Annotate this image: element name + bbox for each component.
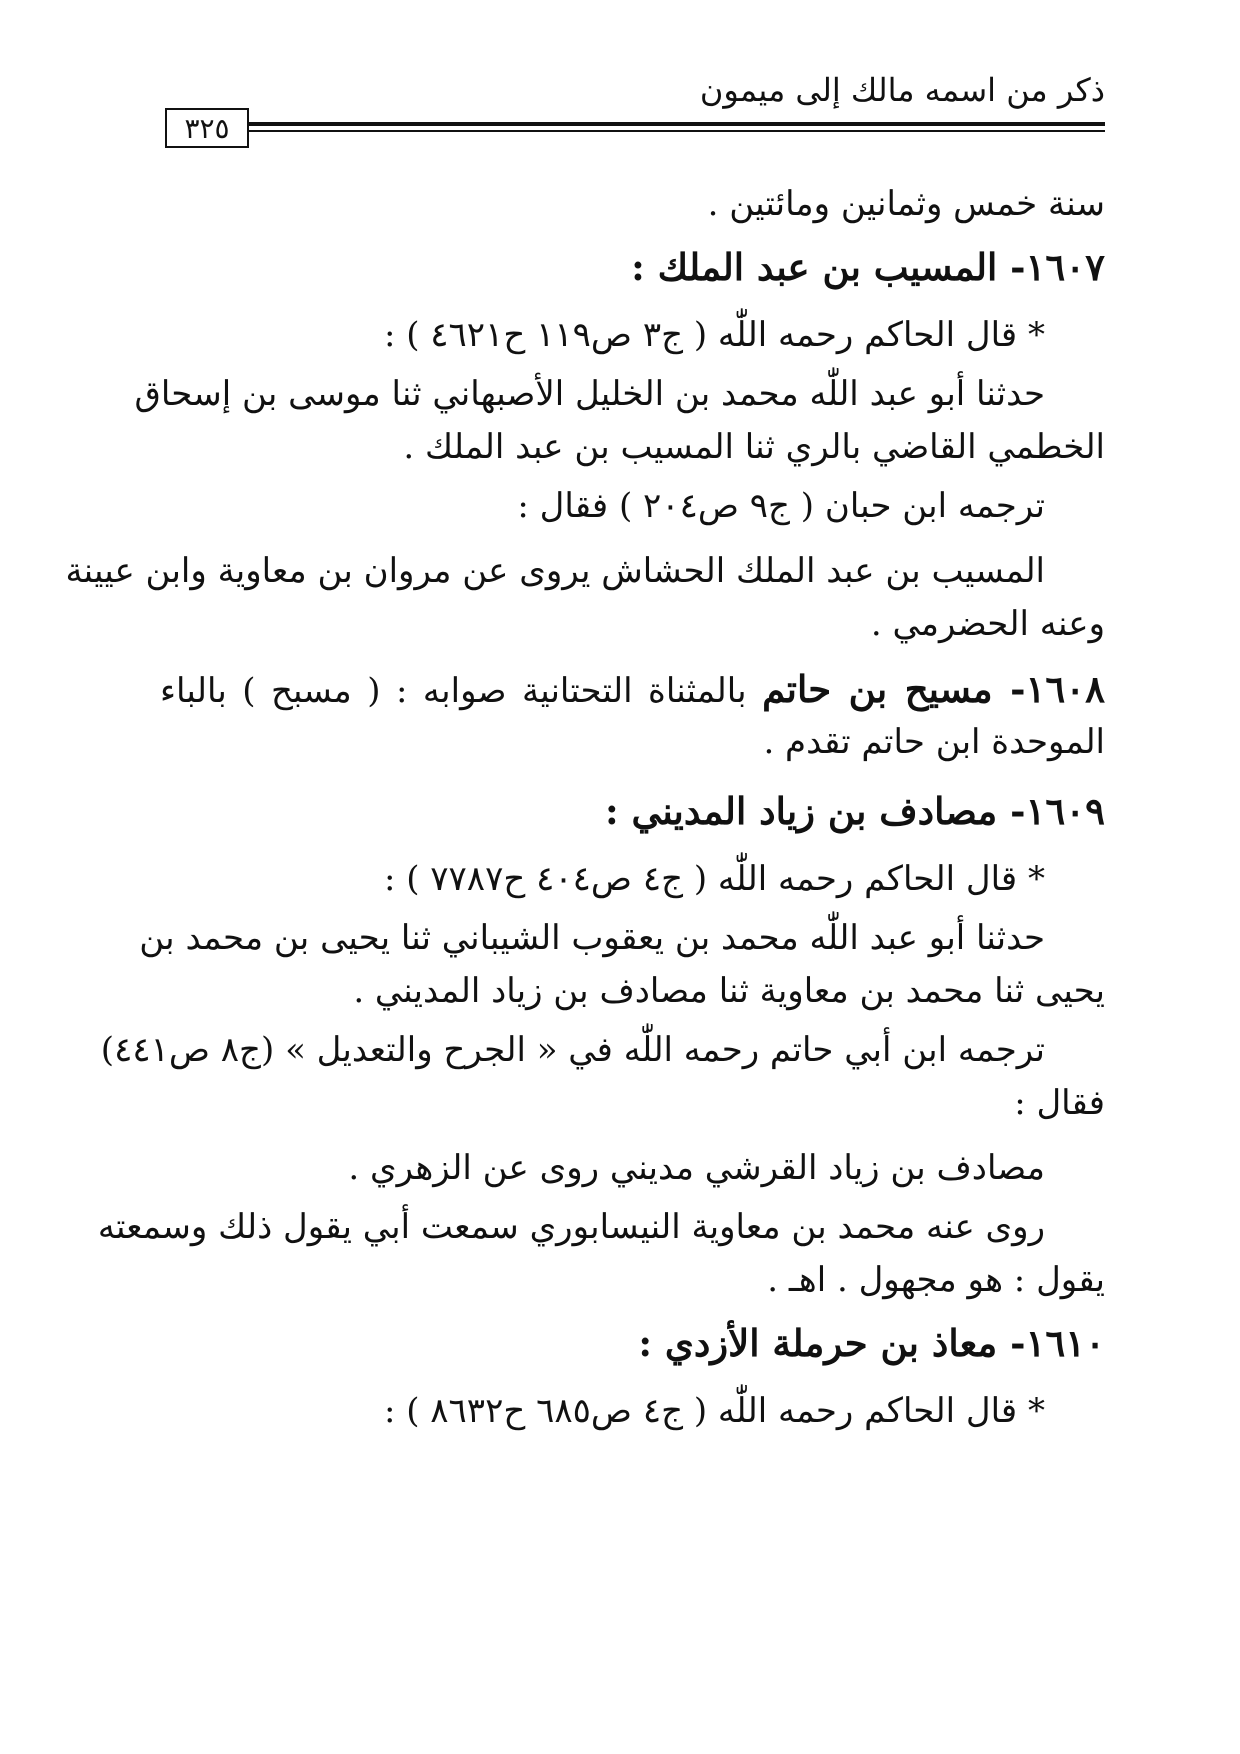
text-line: يحيى ثنا محمد بن معاوية ثنا مصادف بن زياد المديني .: [353, 971, 1105, 1011]
text-line: ترجمه ابن أبي حاتم رحمه اللّٰه في « الجرح والتعديل » (ج٨ ص٤٤١): [100, 1030, 1045, 1070]
source-citation: * قال الحاكم رحمه اللّٰه ( ج٤ ص٤٠٤ ح٧٧٨٧ ) :: [383, 859, 1045, 899]
text-line: حدثنا أبو عبد اللّٰه محمد بن يعقوب الشيباني ثنا يحيى بن محمد بن: [139, 918, 1045, 958]
entry-heading-1609: ١٦٠٩- مصادف بن زياد المديني :: [605, 789, 1105, 833]
text-line: الموحدة ابن حاتم تقدم .: [763, 722, 1105, 762]
text-line: مصادف بن زياد القرشي مديني روى عن الزهري .: [348, 1148, 1045, 1188]
running-head: ذكر من اسمه مالك إلى ميمون: [699, 71, 1105, 109]
entry-1608-rest: بالمثناة التحتانية صوابه : ( مسبح ) بالباء: [160, 671, 763, 711]
page-number: ٣٢٥: [165, 108, 249, 148]
entry-heading-1607: ١٦٠٧- المسيب بن عبد الملك :: [631, 245, 1105, 289]
source-citation: * قال الحاكم رحمه اللّٰه ( ج٤ ص٦٨٥ ح٨٦٣٢ ) :: [383, 1391, 1045, 1431]
text-line: فقال :: [1014, 1083, 1105, 1123]
text-line: الخطمي القاضي بالري ثنا المسيب بن عبد الملك .: [403, 427, 1105, 467]
text-line: يقول : هو مجهول . اهـ .: [767, 1260, 1105, 1300]
entry-1608: [160, 663, 1105, 716]
header-rule-thin: [249, 130, 1105, 132]
text-line: سنة خمس وثمانين ومائتين .: [707, 184, 1105, 224]
text-line: حدثنا أبو عبد اللّٰه محمد بن الخليل الأصبهاني ثنا موسى بن إسحاق: [134, 374, 1045, 414]
body-text: [65, 178, 1105, 1438]
text-line: المسيب بن عبد الملك الحشاش يروى عن مروان بن معاوية وابن عيينة: [65, 551, 1045, 591]
text-line: وعنه الحضرمي .: [870, 604, 1105, 644]
text-line: ترجمه ابن حبان ( ج٩ ص٢٠٤ ) فقال :: [517, 486, 1045, 526]
text-line: روى عنه محمد بن معاوية النيسابوري سمعت أبي يقول ذلك وسمعته: [97, 1207, 1045, 1247]
header-rule: [249, 122, 1105, 126]
entry-heading-1608: ١٦٠٨- مسيح بن حاتم: [762, 667, 1105, 711]
entry-heading-1610: ١٦١٠- معاذ بن حرملة الأزدي :: [638, 1321, 1105, 1365]
source-citation: * قال الحاكم رحمه اللّٰه ( ج٣ ص١١٩ ح٤٦٢١ ) :: [383, 315, 1045, 355]
